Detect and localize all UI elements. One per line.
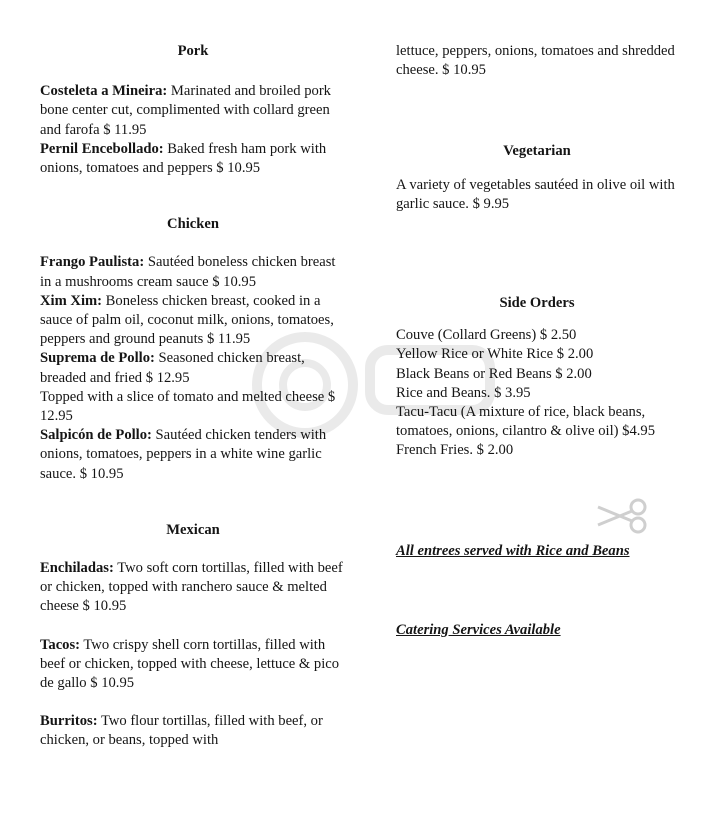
item-description: Two flour tortillas, filled with beef, or chicken, or beans, topped with [40,713,323,749]
side-order-line: Tacu-Tacu (A mixture of rice, black beans, tomatoes, onions, cilantro & olive oil) $4.95 [396,404,656,440]
menu-item [40,82,350,140]
side-order-line: Rice and Beans. $ 3.95 [396,384,531,401]
pork-section [40,42,350,178]
item-name: Costeleta a Mineira: [40,83,168,100]
vegetarian-section [396,142,696,214]
item-description: Boneless chicken breast, cooked in a sauce of palm oil, coconut milk, onions, tomatoes, peppers and ground peanuts $ 11.95 [40,292,334,348]
scissors-icon [594,498,654,534]
mexican-heading: Mexican [166,521,220,538]
item-name: Burritos: [40,713,98,730]
right-column [396,42,696,640]
side-order-line: Couve (Collard Greens) $ 2.50 [396,327,577,344]
item-description: Seasoned chicken breast, breaded and fried $ 12.95 [40,350,305,386]
item-name: Pernil Encebollado: [40,140,164,157]
item-description: Sautéed boneless chicken breast in a mushrooms cream sauce $ 10.95 [40,254,336,290]
side-order-line: Yellow Rice or White Rice $ 2.00 [396,346,594,363]
menu-item [40,559,350,617]
mexican-section [40,521,350,751]
item-name: Frango Paulista: [40,254,145,271]
item-name: Suprema de Pollo: [40,350,155,367]
item-description: Marinated and broiled pork bone center cut, complimented with collard green and farofa $ 11.95 [40,83,331,138]
menu-item [40,388,350,426]
chicken-heading: Chicken [167,216,219,233]
item-name: Tacos: [40,636,81,653]
item-name: Enchiladas: [40,560,114,577]
item-description: Baked fresh ham pork with onions, tomatoes and peppers $ 10.95 [40,140,327,177]
menu-item [40,636,350,694]
side-orders-section [396,294,696,461]
catering-note: Catering Services Available [396,621,561,638]
side-orders-heading: Side Orders [499,295,575,312]
menu-item [40,292,350,350]
menu-item [40,426,350,484]
item-description: Topped with a slice of tomato and melted cheese $ 12.95 [40,388,336,425]
pork-heading: Pork [177,43,209,59]
burritos-continued: lettuce, peppers, onions, tomatoes and shredded cheese. $ 10.95 [396,43,675,79]
item-name: Salpicón de Pollo: [40,427,152,444]
menu-item [40,349,350,387]
item-description: Two crispy shell corn tortillas, filled with beef or chicken, topped with cheese, lettuce & pico de gallo $ 10.95 [40,636,340,692]
menu-item [40,712,350,750]
item-description: Sautéed chicken tenders with onions, tomatoes, peppers in a white wine garlic sauce. $ 10.95 [40,427,327,482]
item-name: Xim Xim: [40,292,103,309]
chicken-section [40,215,350,484]
menu-item [40,253,350,291]
entrees-note: All entrees served with Rice and Beans [396,542,630,559]
side-order-line: Black Beans or Red Beans $ 2.00 [396,365,592,382]
vegetarian-description: A variety of vegetables sautéed in olive oil with garlic sauce. $ 9.95 [396,176,675,212]
vegetarian-heading: Vegetarian [503,143,571,160]
menu-item [40,140,350,178]
side-order-line: French Fries. $ 2.00 [396,442,514,459]
left-column [40,42,350,751]
item-description: Two soft corn tortillas, filled with beef or chicken, topped with ranchero sauce & melted cheese $ 10.95 [40,560,343,615]
